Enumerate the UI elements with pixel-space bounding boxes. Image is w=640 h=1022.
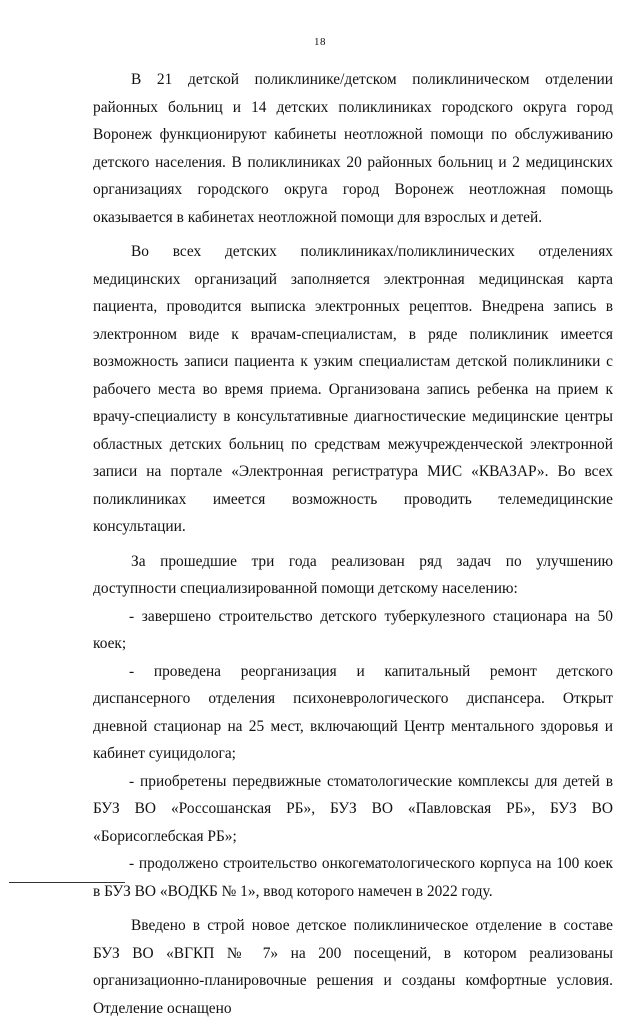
paragraph-electronic-records: Во всех детских поликлиниках/поликлинических отделениях медицинских организаций заполняется электронная медицинская карта пациента, проводится выписка электронных рецептов. Внедрена запись в электронном виде к врачам-специалистам, в ряде поликлиник имеется возможность записи пациента к узким специалистам детской поликлиники с рабочего места во время приема. Организована запись ребенка на прием к врачу-специалисту в консультативные диагностические медицинские центры областных детских больниц по средствам межучрежденческой электронной записи на портале «Электронная регистратура МИС «КВАЗАР». Во всех поликлиниках имеется возможность проводить телемедицинские консультации. <box>93 243 613 535</box>
list-item-dental-complexes: - приобретены передвижные стоматологические комплексы для детей в БУЗ ВО «Россошанская РБ», БУЗ ВО «Павловская РБ», БУЗ ВО «Борисоглебская РБ»; <box>93 772 613 845</box>
document-body <box>93 66 613 1022</box>
list-item-psychoneurology-reorganization: - проведена реорганизация и капитальный ремонт детского диспансерного отделения психоневрологического диспансера. Открыт дневной стационар на 25 мест, включающий Центр ментального здоровья и кабинет суицидолога; <box>93 662 613 762</box>
paragraph-accessibility-intro: За прошедшие три года реализован ряд задач по улучшению доступности специализированной помощи детскому населению: <box>93 552 613 597</box>
paragraph-new-polyclinic: Введено в строй новое детское поликлиническое отделение в составе БУЗ ВО «ВГКП № 7» на 200 посещений, в котором реализованы организационно-планировочные решения и созданы комфортные условия. Отделение оснащено <box>93 917 613 1017</box>
page-number: 18 <box>314 36 326 48</box>
list-item-oncohematology-building: - продолжено строительство онкогематологического корпуса на 100 коек в БУЗ ВО «ВОДКБ № 1», ввод которого намечен в 2022 году. <box>93 855 613 900</box>
footnote-divider <box>9 882 125 883</box>
paragraph-emergency-rooms: В 21 детской поликлинике/детском поликлиническом отделении районных больниц и 14 детских поликлиниках городского округа город Воронеж функционируют кабинеты неотложной помощи по обслуживанию детского населения. В поликлиниках 20 районных больниц и 2 медицинских организациях городского округа город Воронеж неотложная помощь оказывается в кабинетах неотложной помощи для взрослых и детей. <box>93 71 613 226</box>
list-item-tuberculosis-hospital: - завершено строительство детского туберкулезного стационара на 50 коек; <box>93 607 613 652</box>
